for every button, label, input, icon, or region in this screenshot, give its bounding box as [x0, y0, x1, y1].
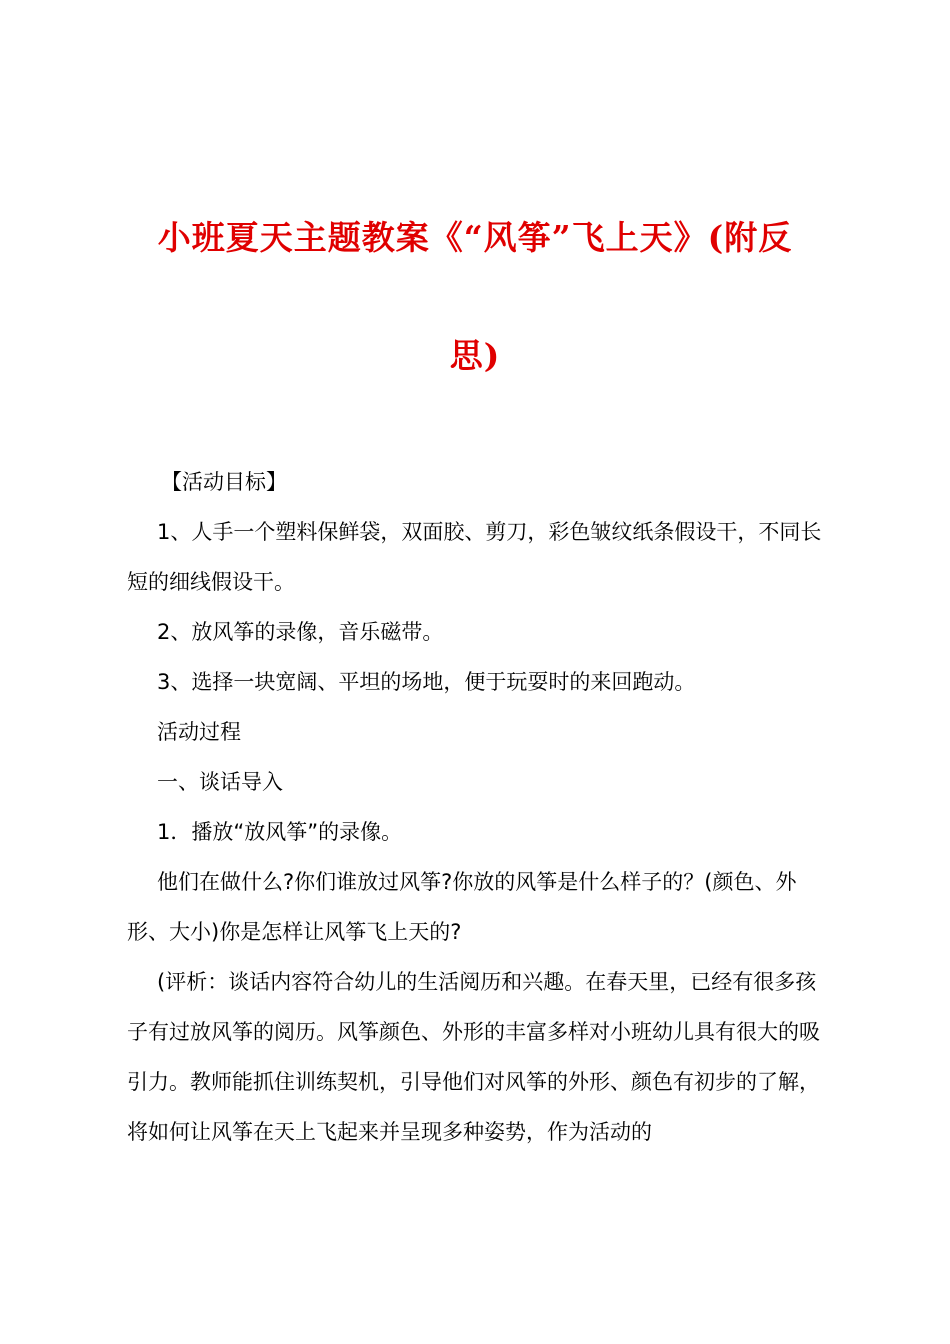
paragraph-questions: 他们在做什么?你们谁放过风筝?你放的风筝是什么样子的？(颜色、外形、大小)你是怎样让风筝飞上天的?: [127, 870, 797, 944]
paragraph-goal-3: 3、选择一块宽阔、平坦的场地，便于玩耍时的来回跑动。: [157, 670, 696, 694]
document-title-line-2: 思): [449, 336, 501, 375]
document-body: [127, 457, 833, 1157]
paragraph-goal-1: 1、人手一个塑料保鲜袋，双面胶、剪刀，彩色皱纹纸条假设干，不同长短的细线假设干。: [127, 520, 822, 594]
paragraph-step-1: 1．播放“放风筝”的录像。: [157, 820, 403, 844]
paragraph-analysis: (评析：谈话内容符合幼儿的生活阅历和兴趣。在春天里，已经有很多孩子有过放风筝的阅历。风筝颜色、外形的丰富多样对小班幼儿具有很大的吸引力。教师能抓住训练契机，引导他们对风筝的外形、颜色有初步的了解，将如何让风筝在天上飞起来并呈现多种姿势，作为活动的: [127, 970, 820, 1144]
section-heading-process: 活动过程: [157, 720, 241, 744]
section-heading-goals: 【活动目标】: [161, 470, 287, 494]
subsection-heading-intro: 一、谈话导入: [157, 770, 283, 794]
paragraph-goal-2: 2、放风筝的录像，音乐磁带。: [157, 620, 444, 644]
document-title-line-1: 小班夏天主题教案《“风筝”飞上天》(附反: [157, 218, 793, 257]
